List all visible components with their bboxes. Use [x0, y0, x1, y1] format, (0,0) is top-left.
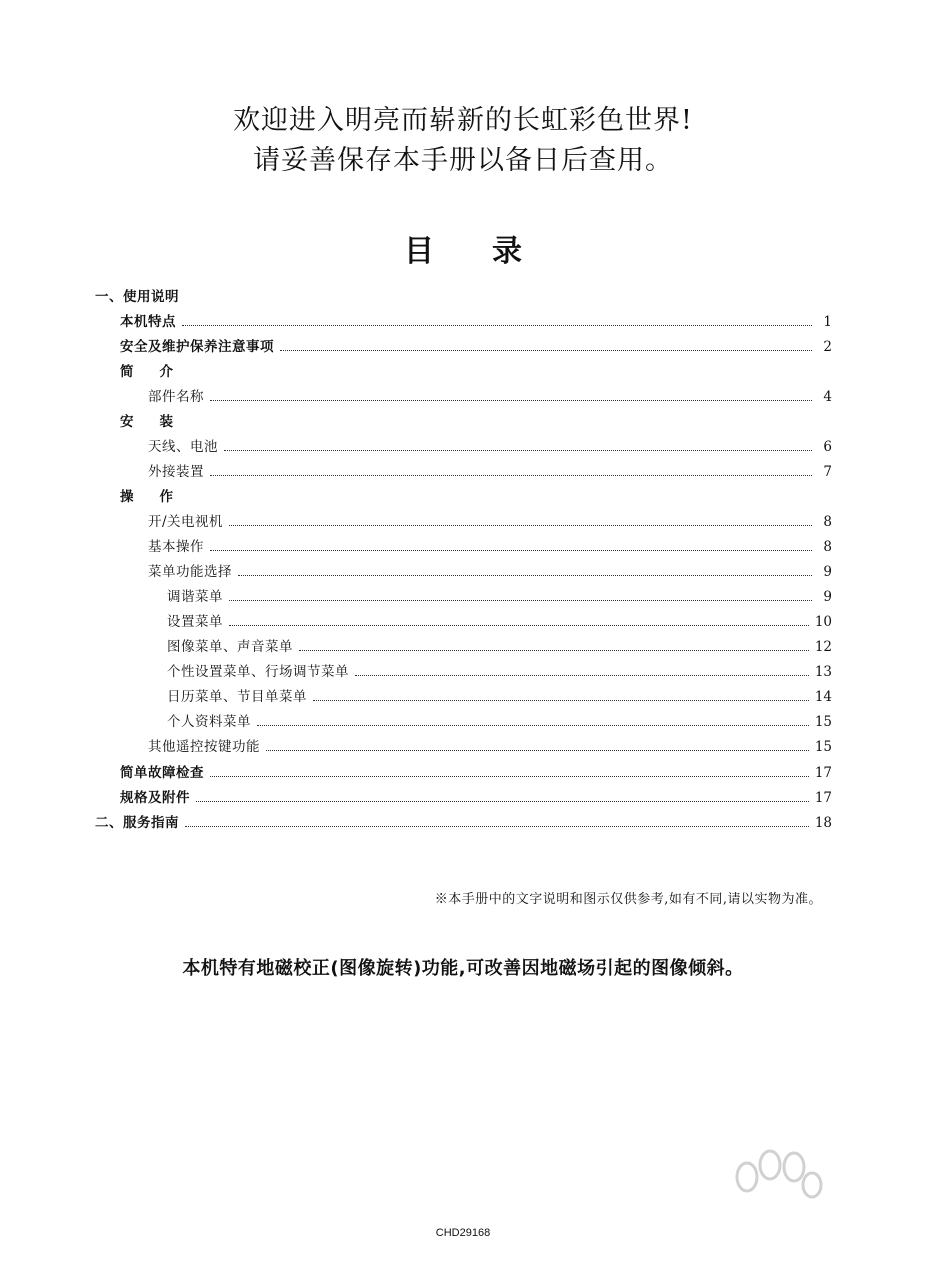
- toc-entry-label: 规格及附件: [120, 790, 190, 806]
- feature-statement: 本机特有地磁校正(图像旋转)功能,可改善因地磁场引起的图像倾斜。: [182, 958, 744, 979]
- toc-page-number: 8: [823, 539, 832, 555]
- dot-leader: [224, 450, 812, 451]
- toc-entry-label: 外接装置: [148, 464, 204, 480]
- toc-page-number: 14: [814, 689, 832, 705]
- toc-entry-label: 本机特点: [120, 314, 176, 330]
- toc-heading-intro[interactable]: [120, 359, 320, 381]
- toc-title: 目录: [404, 234, 580, 269]
- toc-entry-antenna[interactable]: [148, 434, 832, 456]
- toc-page-number: 17: [814, 790, 832, 806]
- toc-page-number: 10: [814, 614, 832, 630]
- toc-page-number: 17: [814, 765, 832, 781]
- toc-entry-label: 部件名称: [148, 389, 204, 405]
- dot-leader: [210, 776, 809, 777]
- toc-entry-label: 基本操作: [148, 539, 204, 555]
- toc-page-number: 15: [814, 714, 832, 730]
- toc-entry-label: 安全及维护保养注意事项: [120, 339, 274, 355]
- dot-leader: [196, 801, 809, 802]
- paw-icon: [652, 1135, 882, 1245]
- toc-entry-label: 二、服务指南: [95, 815, 179, 831]
- toc-page-number: 7: [823, 464, 832, 480]
- toc-entry-label: 设置菜单: [167, 614, 223, 630]
- toc-page-number: 8: [823, 514, 832, 530]
- toc-entry-label: 个性设置菜单、行场调节菜单: [167, 664, 349, 680]
- dot-leader: [185, 826, 809, 827]
- toc-page-number: 9: [823, 564, 832, 580]
- dot-leader: [210, 475, 812, 476]
- toc-entry-label: 菜单功能选择: [148, 564, 232, 580]
- toc-entry-label: 调谐菜单: [167, 589, 223, 605]
- toc-entry-personal-geometry[interactable]: [167, 659, 832, 681]
- toc-entry-menu[interactable]: [148, 559, 832, 581]
- toc-entry-features[interactable]: [120, 309, 832, 331]
- toc-entry-parts[interactable]: [148, 384, 832, 406]
- toc-section-usage[interactable]: [95, 284, 835, 306]
- toc-heading-operation[interactable]: [120, 484, 320, 506]
- toc-entry-specs[interactable]: [120, 785, 832, 807]
- toc-page-number: 1: [823, 314, 832, 330]
- dot-leader: [355, 675, 809, 676]
- toc-entry-troubleshooting[interactable]: [120, 760, 832, 782]
- toc-entry-label: 开/关电视机: [148, 514, 224, 530]
- toc-entry-label: 一、使用说明: [95, 289, 179, 305]
- welcome-line: 欢迎进入明亮而崭新的长虹彩色世界!: [233, 105, 693, 136]
- toc-page-number: 12: [814, 639, 832, 655]
- toc-entry-label: 简介: [120, 364, 199, 380]
- toc-entry-label: 个人资料菜单: [167, 714, 251, 730]
- dot-leader: [238, 575, 812, 576]
- toc-entry-label: 日历菜单、节目单菜单: [167, 689, 307, 705]
- dot-leader: [313, 700, 809, 701]
- dot-leader: [210, 400, 812, 401]
- dot-leader: [229, 625, 809, 626]
- toc-entry-calendar-program[interactable]: [167, 684, 832, 706]
- toc-entry-remote-keys[interactable]: [148, 734, 832, 756]
- toc-page-number: 9: [823, 589, 832, 605]
- toc-page-number: 2: [823, 339, 832, 355]
- dot-leader: [182, 325, 812, 326]
- toc-heading-install[interactable]: [120, 409, 320, 431]
- toc-entry-basic[interactable]: [148, 534, 832, 556]
- disclaimer-note: ※本手册中的文字说明和图示仅供参考,如有不同,请以实物为准。: [434, 892, 822, 907]
- baidu-jingyan-watermark: [652, 1135, 882, 1245]
- toc-entry-profile[interactable]: [167, 709, 832, 731]
- dot-leader: [266, 750, 809, 751]
- toc-entry-safety[interactable]: [120, 334, 832, 356]
- toc-entry-label: 其他遥控按键功能: [148, 739, 260, 755]
- toc-page-number: 15: [814, 739, 832, 755]
- toc-entry-picture-sound[interactable]: [167, 634, 832, 656]
- toc-entry-label: 操作: [120, 489, 199, 505]
- toc-page-number: 18: [814, 815, 832, 831]
- dot-leader: [229, 600, 812, 601]
- toc-page-number: 4: [823, 389, 832, 405]
- dot-leader: [229, 525, 812, 526]
- toc-entry-external[interactable]: [148, 459, 832, 481]
- dot-leader: [257, 725, 809, 726]
- keep-manual-line: 请妥善保存本手册以备日后查用。: [253, 145, 673, 176]
- toc-entry-label: 天线、电池: [148, 439, 218, 455]
- toc-entry-tuning[interactable]: [167, 584, 832, 606]
- toc-entry-setup[interactable]: [167, 609, 832, 631]
- toc-entry-label: 安装: [120, 414, 199, 430]
- toc-page-number: 6: [823, 439, 832, 455]
- dot-leader: [280, 350, 812, 351]
- toc-entry-label: 图像菜单、声音菜单: [167, 639, 293, 655]
- toc-entry-power[interactable]: [148, 509, 832, 531]
- dot-leader: [299, 650, 809, 651]
- toc-entry-label: 简单故障检查: [120, 765, 204, 781]
- model-code: CHD29168: [435, 1227, 491, 1239]
- dot-leader: [210, 550, 812, 551]
- toc-page-number: 13: [814, 664, 832, 680]
- toc-section-service[interactable]: [95, 810, 832, 832]
